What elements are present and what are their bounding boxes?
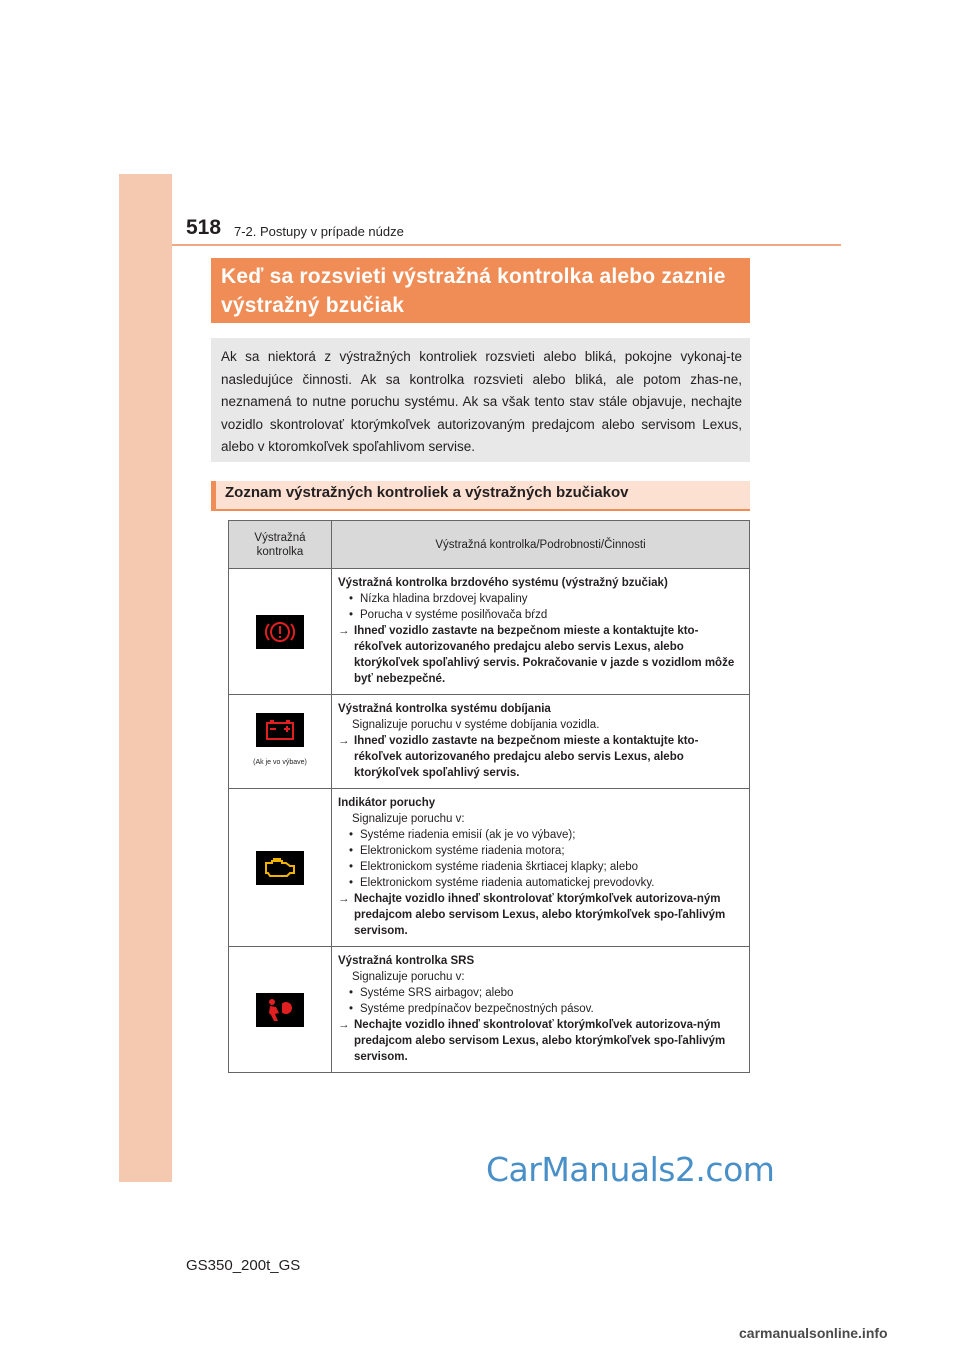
engine-warning-icon [256,851,304,885]
warning-action [338,891,743,939]
header-rule [172,244,841,246]
section-title: 7-2. Postupy v prípade núdze [234,224,404,239]
description-cell [332,695,750,789]
table-row [229,695,750,789]
description-cell [332,569,750,695]
watermark-carmanualsonline: carmanualsonline.info [739,1325,888,1341]
warning-detail: Signalizuje poruchu v: [352,971,465,983]
chapter-sidebar [119,174,172,1182]
warning-bullet: • Porucha v systéme posilňovača bŕzd [338,607,743,623]
warning-action-text: Ihneď vozidlo zastavte na bezpečnom mieste a kontaktujte kto-rékoľvek autorizovaného predajcu alebo servis Lexus, alebo ktorýkoľvek spoľahlivý servis. [354,735,699,779]
warning-detail: Signalizuje poruchu v systéme dobíjania vozidla. [352,719,600,731]
description-cell [332,947,750,1073]
icon-cell [229,947,332,1073]
icon-cell [229,789,332,947]
warning-action-text: Nechajte vozidlo ihneď skontrolovať ktorýmkoľvek autorizova-ným predajcom alebo servisom Lexus, alebo ktorýmkoľvek spo-ľahlivým servisom. [354,893,726,937]
header-icon-column: Výstražná kontrolka [229,521,332,569]
icon-note: (Ak je vo výbave) [253,758,307,766]
arrow-icon: → [338,1019,350,1031]
warning-action-text: Nechajte vozidlo ihneď skontrolovať ktorýmkoľvek autorizova-ným predajcom alebo servisom Lexus, alebo ktorýmkoľvek spo-ľahlivým servisom. [354,1019,726,1063]
warning-action-text: Ihneď vozidlo zastavte na bezpečnom mieste a kontaktujte kto-rékoľvek autorizovaného predajcu alebo servis Lexus, alebo ktorýkoľvek spoľahlivý servis. Pokračovanie v jazde s vozidlom môže byť nebezpečné. [354,625,735,685]
sub-heading: Zoznam výstražných kontroliek a výstražných bzučiakov [211,481,750,511]
warning-bullet: • Systéme riadenia emisií (ak je vo výbave); [338,827,743,843]
arrow-icon: → [338,625,350,637]
warning-bullet: • Elektronickom systéme riadenia motora; [338,843,743,859]
intro-text: Ak sa niektorá z výstražných kontroliek rozsvieti alebo bliká, pokojne vykonaj-te nasledujúce činnosti. Ak sa kontrolka rozsvieti alebo bliká, ale potom zhas-ne, neznamená to nutne poruchu systému. Ak sa však tento stav stále objavuje, nechajte vozidlo skontrolovať ktorýmkoľvek autorizovaným predajcom alebo servisom Lexus, alebo v ktoromkoľvek spoľahlivom servise. [211,338,750,462]
warning-action [338,733,743,781]
warning-title: Výstražná kontrolka brzdového systému (výstražný bzučiak) [338,577,668,589]
table-row [229,947,750,1073]
warning-bullet: • Nízka hladina brzdovej kvapaliny [338,591,743,607]
table-row [229,569,750,695]
icon-cell [229,569,332,695]
brake-warning-icon [256,615,304,649]
table-header-row [229,521,750,569]
warning-table [228,520,750,1073]
warning-title: Výstražná kontrolka SRS [338,955,475,967]
battery-warning-icon [256,713,304,747]
warning-bullet: • Elektronickom systéme riadenia automatickej prevodovky. [338,875,743,891]
main-heading: Keď sa rozsvieti výstražná kontrolka alebo zaznie výstražný bzučiak [211,258,750,323]
watermark-carmanuals: CarManuals2.com [486,1150,775,1189]
warning-bullet: • Systéme predpínačov bezpečnostných pásov. [338,1001,743,1017]
arrow-icon: → [338,893,350,905]
page-number: 518 [186,216,222,239]
warning-bullet: • Systéme SRS airbagov; alebo [338,985,743,1001]
airbag-warning-icon [256,993,304,1027]
header-details-column: Výstražná kontrolka/Podrobnosti/Činnosti [332,521,750,569]
warning-detail: Signalizuje poruchu v: [352,813,465,825]
warning-title: Indikátor poruchy [338,797,436,809]
warning-bullet: • Elektronickom systéme riadenia škrtiacej klapky; alebo [338,859,743,875]
footer-model: GS350_200t_GS [186,1257,301,1274]
description-cell [332,789,750,947]
warning-title: Výstražná kontrolka systému dobíjania [338,703,551,715]
icon-cell [229,695,332,789]
arrow-icon: → [338,735,350,747]
warning-action [338,623,743,687]
warning-action [338,1017,743,1065]
table-row [229,789,750,947]
